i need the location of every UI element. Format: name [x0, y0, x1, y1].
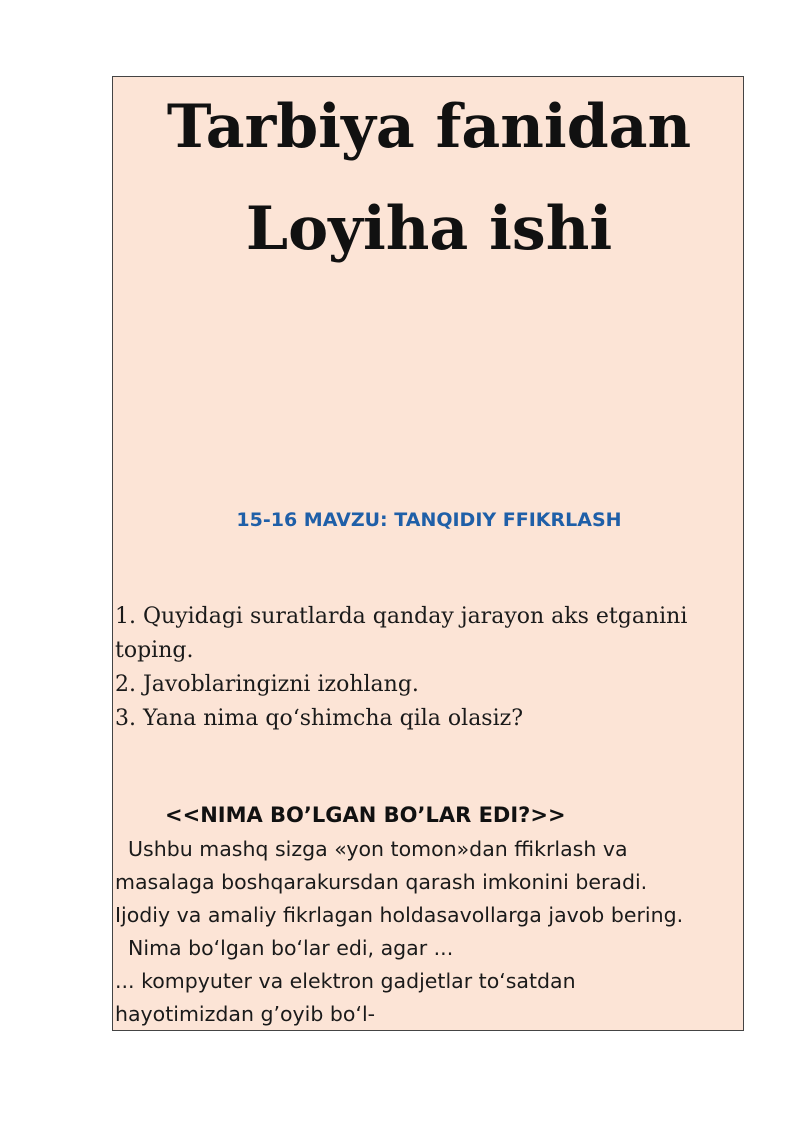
- body-line: Nima bo‘lgan bo‘lar edi, agar ...: [115, 936, 454, 960]
- task-line: 2. Javoblaringizni izohlang.: [115, 672, 419, 697]
- task-line: 3. Yana nima qo‘shimcha qila olasiz?: [115, 706, 524, 731]
- body-paragraph: [115, 833, 743, 1031]
- body-line: hayotimizdan g’oyib bo‘l-: [115, 1002, 376, 1026]
- body-line: Ushbu mashq sizga «yon tomon»dan ffikrlash va: [115, 837, 628, 861]
- body-line: masalaga boshqarakursdan qarash imkonini beradi.: [115, 870, 648, 894]
- task-line: 1. Quyidagi suratlarda qanday jarayon aks etganini: [115, 604, 688, 629]
- section-heading: <<NIMA BO’LGAN BO’LAR EDI?>>: [165, 803, 566, 827]
- topic-heading: 15-16 MAVZU: TANQIDIY FFIKRLASH: [236, 509, 622, 531]
- body-line: Ijodiy va amaliy fikrlagan holdasavollarga javob bering.: [115, 903, 684, 927]
- title-line-2: Loyiha ishi: [245, 194, 613, 264]
- task-list: [115, 600, 735, 736]
- body-line: ... kompyuter va elektron gadjetlar to‘satdan: [115, 969, 576, 993]
- document-page: [112, 76, 744, 1031]
- task-line: toping.: [115, 638, 194, 663]
- title-line-1: Tarbiya fanidan: [166, 92, 692, 162]
